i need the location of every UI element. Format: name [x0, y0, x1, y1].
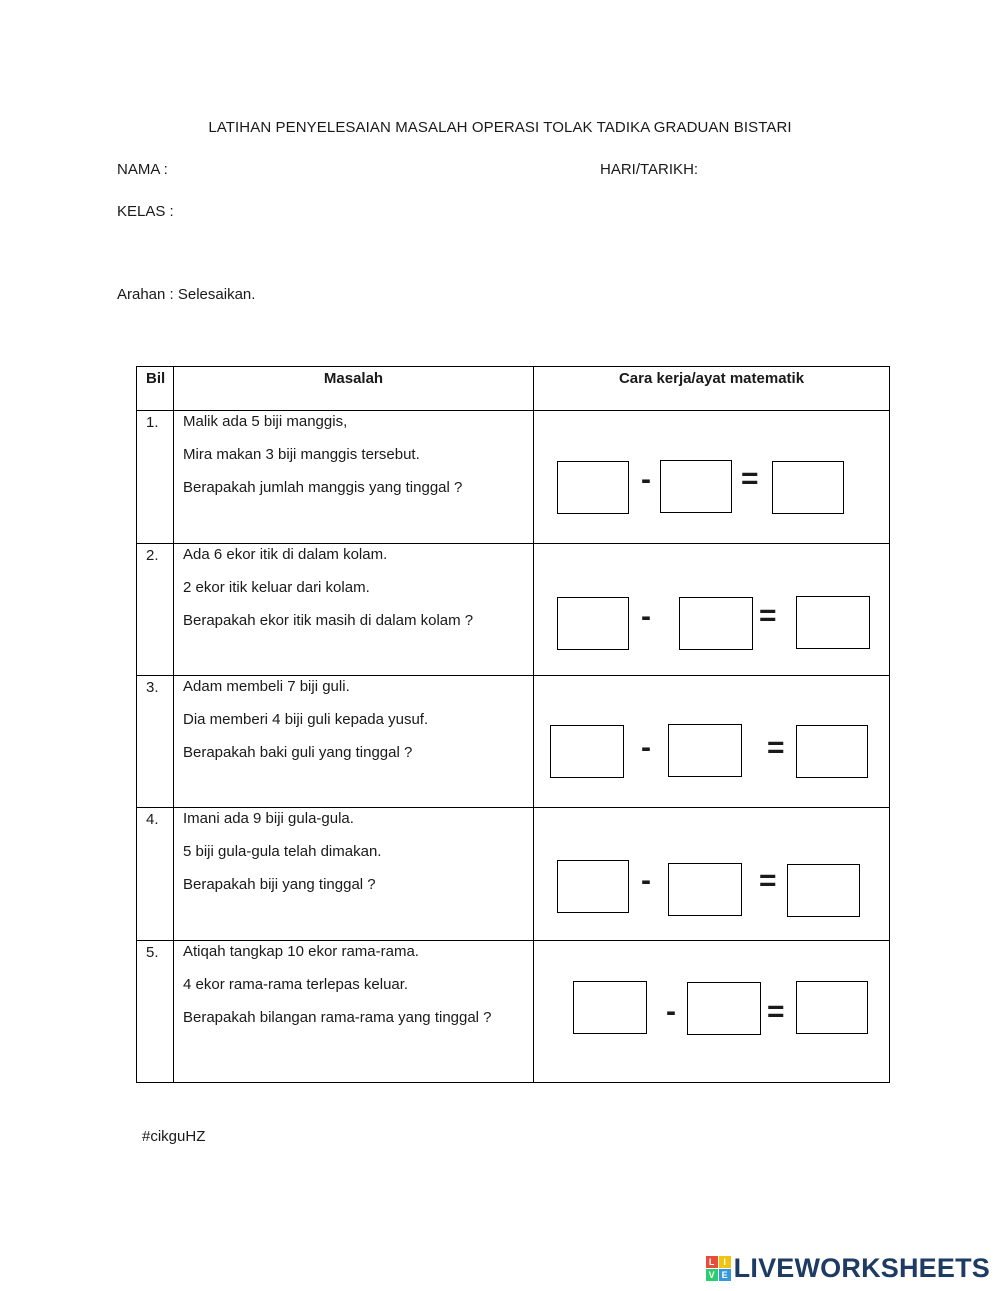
minus-sign: -	[641, 463, 651, 496]
brand-logo	[706, 1253, 990, 1284]
row-number: 2.	[146, 547, 159, 564]
equals-sign: =	[759, 599, 777, 632]
header-masalah: Masalah	[174, 367, 534, 411]
problem-line: Berapakah ekor itik masih di dalam kolam ?	[183, 612, 474, 629]
minus-sign: -	[666, 995, 676, 1028]
answer-box-result[interactable]	[796, 725, 868, 778]
answer-box-result[interactable]	[796, 596, 870, 649]
tarikh-label: HARI/TARIKH:	[600, 161, 699, 178]
table-row	[137, 411, 890, 544]
answer-box-second[interactable]	[687, 982, 761, 1035]
problem-line: Ada 6 ekor itik di dalam kolam.	[183, 546, 388, 563]
table-row	[137, 941, 890, 1083]
problem-line: Berapakah jumlah manggis yang tinggal ?	[183, 479, 463, 496]
brand-name: LIVEWORKSHEETS	[733, 1253, 990, 1283]
problem-line: Adam membeli 7 biji guli.	[183, 678, 350, 695]
equals-sign: =	[767, 995, 785, 1028]
minus-sign: -	[641, 600, 651, 633]
answer-box-second[interactable]	[679, 597, 753, 650]
equals-sign: =	[741, 462, 759, 495]
kelas-label: KELAS :	[117, 203, 174, 220]
answer-box-result[interactable]	[787, 864, 860, 917]
minus-sign: -	[641, 864, 651, 897]
table-row	[137, 808, 890, 941]
row-number: 1.	[146, 414, 159, 431]
answer-box-result[interactable]	[796, 981, 868, 1034]
instruction-text: Arahan : Selesaikan.	[117, 286, 256, 303]
table-row	[137, 676, 890, 808]
problem-line: Berapakah bilangan rama-rama yang tinggal ?	[183, 1009, 492, 1026]
answer-box-result[interactable]	[772, 461, 844, 514]
problem-line: Malik ada 5 biji manggis,	[183, 413, 348, 430]
liveworksheets-icon	[706, 1256, 731, 1281]
answer-box-first[interactable]	[557, 597, 629, 650]
row-number: 5.	[146, 944, 159, 961]
brand-icon-letter: V	[706, 1269, 718, 1281]
table-row	[137, 544, 890, 676]
problem-line: Imani ada 9 biji gula-gula.	[183, 810, 354, 827]
page-title: LATIHAN PENYELESAIAN MASALAH OPERASI TOLAK TADIKA GRADUAN BISTARI	[208, 119, 792, 136]
table-header-row	[137, 367, 890, 411]
answer-box-first[interactable]	[550, 725, 624, 778]
problem-line: Atiqah tangkap 10 ekor rama-rama.	[183, 943, 419, 960]
row-number: 4.	[146, 811, 159, 828]
problem-line: Mira makan 3 biji manggis tersebut.	[183, 446, 420, 463]
minus-sign: -	[641, 731, 651, 764]
answer-box-second[interactable]	[668, 863, 742, 916]
equals-sign: =	[767, 731, 785, 764]
answer-box-first[interactable]	[573, 981, 647, 1034]
answer-box-first[interactable]	[557, 461, 629, 514]
brand-icon-letter: I	[719, 1256, 731, 1268]
answer-box-first[interactable]	[557, 860, 629, 913]
brand-icon-letter: L	[706, 1256, 718, 1268]
nama-label: NAMA :	[117, 161, 168, 178]
header-bil: Bil	[137, 367, 174, 411]
problem-line: Dia memberi 4 biji guli kepada yusuf.	[183, 711, 429, 728]
problem-line: 2 ekor itik keluar dari kolam.	[183, 579, 370, 596]
brand-icon-letter: E	[719, 1269, 731, 1281]
problem-line: 5 biji gula-gula telah dimakan.	[183, 843, 382, 860]
header-cara-kerja: Cara kerja/ayat matematik	[534, 367, 890, 411]
row-number: 3.	[146, 679, 159, 696]
problem-line: 4 ekor rama-rama terlepas keluar.	[183, 976, 409, 993]
answer-box-second[interactable]	[668, 724, 742, 777]
footer-tag: #cikguHZ	[142, 1128, 206, 1145]
answer-box-second[interactable]	[660, 460, 732, 513]
equals-sign: =	[759, 864, 777, 897]
worksheet-table	[136, 366, 890, 1083]
problem-line: Berapakah baki guli yang tinggal ?	[183, 744, 413, 761]
problem-line: Berapakah biji yang tinggal ?	[183, 876, 376, 893]
